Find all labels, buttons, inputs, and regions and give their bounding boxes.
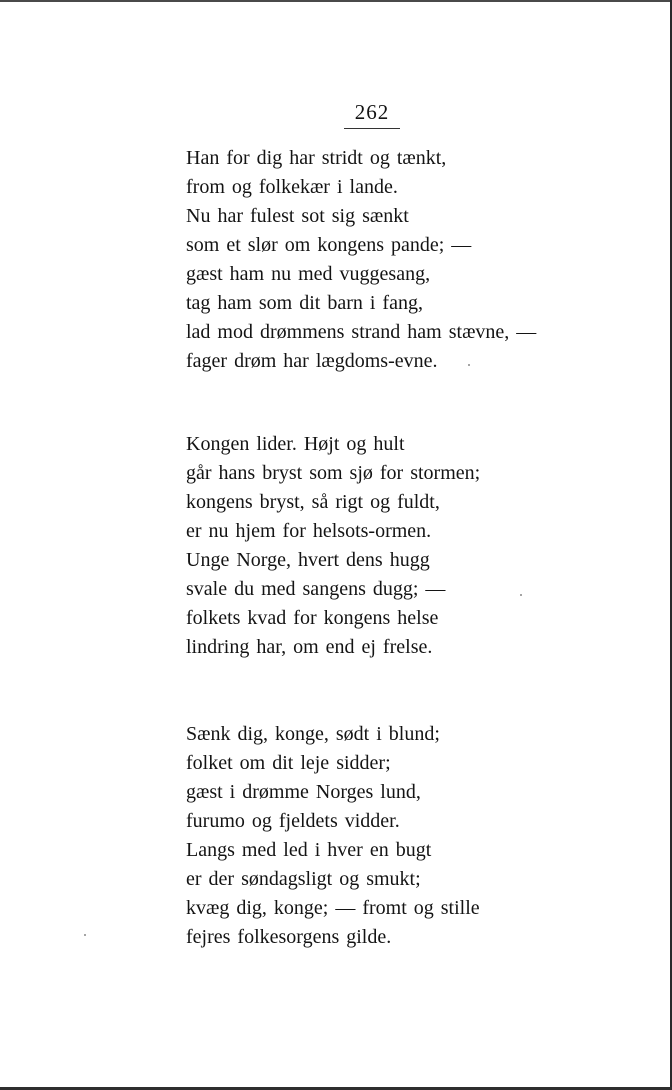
- verse-line: fager drøm har lægdoms-evne.: [186, 350, 438, 372]
- verse-line: går hans bryst som sjø for stormen;: [186, 462, 481, 484]
- verse-line: er nu hjem for helsots-ormen.: [186, 520, 432, 542]
- verse-line: lindring har, om end ej frelse.: [186, 636, 433, 658]
- page-number-underline: [344, 128, 400, 129]
- verse-line: folket om dit leje sidder;: [186, 752, 391, 774]
- verse-line: Nu har fulest sot sig sænkt: [186, 205, 409, 227]
- verse-line: svale du med sangens dugg; —: [186, 578, 446, 600]
- verse-line: from og folkekær i lande.: [186, 176, 398, 198]
- verse-line: lad mod drømmens strand ham stævne, —: [186, 321, 537, 343]
- verse-line: Han for dig har stridt og tænkt,: [186, 147, 447, 169]
- verse-line: kvæg dig, konge; — fromt og stille: [186, 897, 480, 919]
- verse-line: som et slør om kongens pande; —: [186, 234, 472, 256]
- verse-line: Kongen lider. Højt og hult: [186, 433, 405, 455]
- verse-line: kongens bryst, så rigt og fuldt,: [186, 491, 440, 513]
- scan-speck: [520, 594, 522, 596]
- verse-line: fejres folkesorgens gilde.: [186, 926, 392, 948]
- verse-line: gæst i drømme Norges lund,: [186, 781, 421, 803]
- stanza-1: [186, 144, 626, 376]
- verse-line: gæst ham nu med vuggesang,: [186, 263, 431, 285]
- scan-speck: [84, 934, 86, 936]
- verse-line: furumo og fjeldets vidder.: [186, 810, 400, 832]
- stanza-2: [186, 430, 626, 662]
- verse-line: folkets kvad for kongens helse: [186, 607, 439, 629]
- scan-edge-top: [0, 0, 672, 2]
- verse-line: tag ham som dit barn i fang,: [186, 292, 423, 314]
- verse-line: Langs med led i hver en bugt: [186, 839, 432, 861]
- verse-line: Sænk dig, konge, sødt i blund;: [186, 723, 440, 745]
- verse-line: Unge Norge, hvert dens hugg: [186, 549, 430, 571]
- verse-line: er der søndagsligt og smukt;: [186, 868, 421, 890]
- page-number: 262: [354, 100, 390, 124]
- scan-speck: [468, 364, 470, 366]
- stanza-3: [186, 720, 626, 952]
